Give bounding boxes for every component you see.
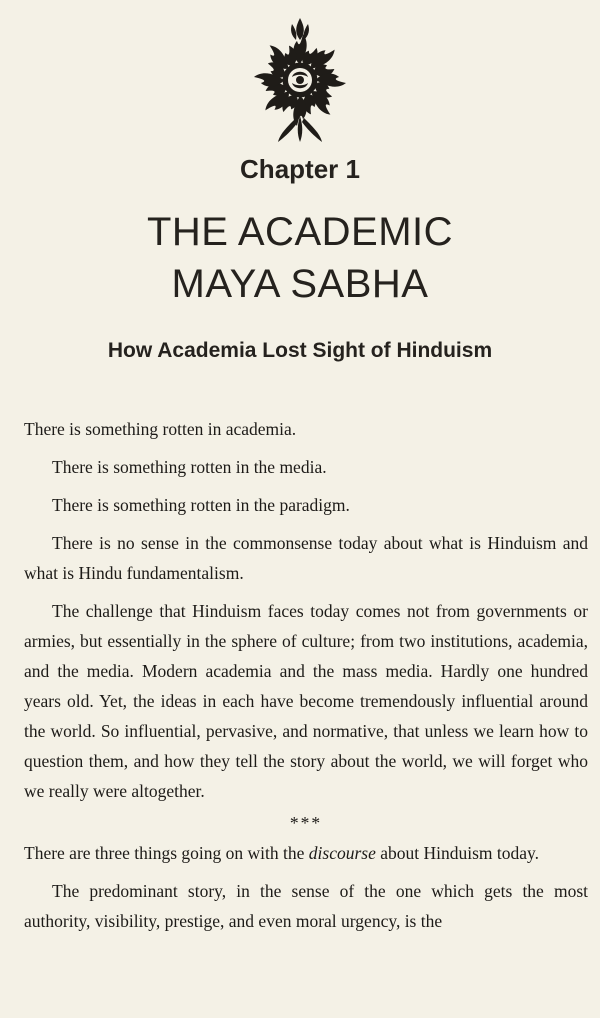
paragraph: There is something rotten in academia.	[24, 419, 297, 439]
section-separator: ***	[289, 813, 323, 833]
chapter-title	[0, 206, 600, 310]
paragraph: There is something rotten in the media.	[52, 457, 327, 477]
paragraph-text: There are three things going on with the	[24, 843, 309, 863]
chapter-title-line-1: THE ACADEMIC	[146, 210, 454, 254]
paragraph: There is something rotten in the paradigm.	[52, 495, 350, 515]
chapter-label: Chapter 1	[240, 154, 360, 184]
paragraph: The challenge that Hinduism faces today comes not from governments or armies, but essentially in the sphere of culture; from two institutions, academia, and the media. Modern academia and the mass media. Hardly one hundred years old. Yet, the ideas in each have become tremendously influential around the world. So influential, pervasive, and normative, that unless we learn how to question them, and how they tell the story about the world, we will forget who we really were altogether.	[24, 601, 588, 801]
chapter-title-line-2: MAYA SABHA	[171, 262, 429, 306]
chapter-body	[24, 414, 588, 944]
paragraph-text: about Hinduism today.	[375, 843, 540, 863]
chapter-subtitle: How Academia Lost Sight of Hinduism	[107, 339, 493, 362]
paragraph: The predominant story, in the sense of the one which gets the most authority, visibility, prestige, and even moral urgency, is the	[24, 881, 588, 931]
paragraph	[24, 838, 588, 868]
emphasized-word: discourse	[308, 843, 376, 863]
paragraph: There is no sense in the commonsense today about what is Hinduism and what is Hindu fundamentalism.	[24, 533, 588, 583]
floral-ornament-icon	[248, 16, 352, 144]
